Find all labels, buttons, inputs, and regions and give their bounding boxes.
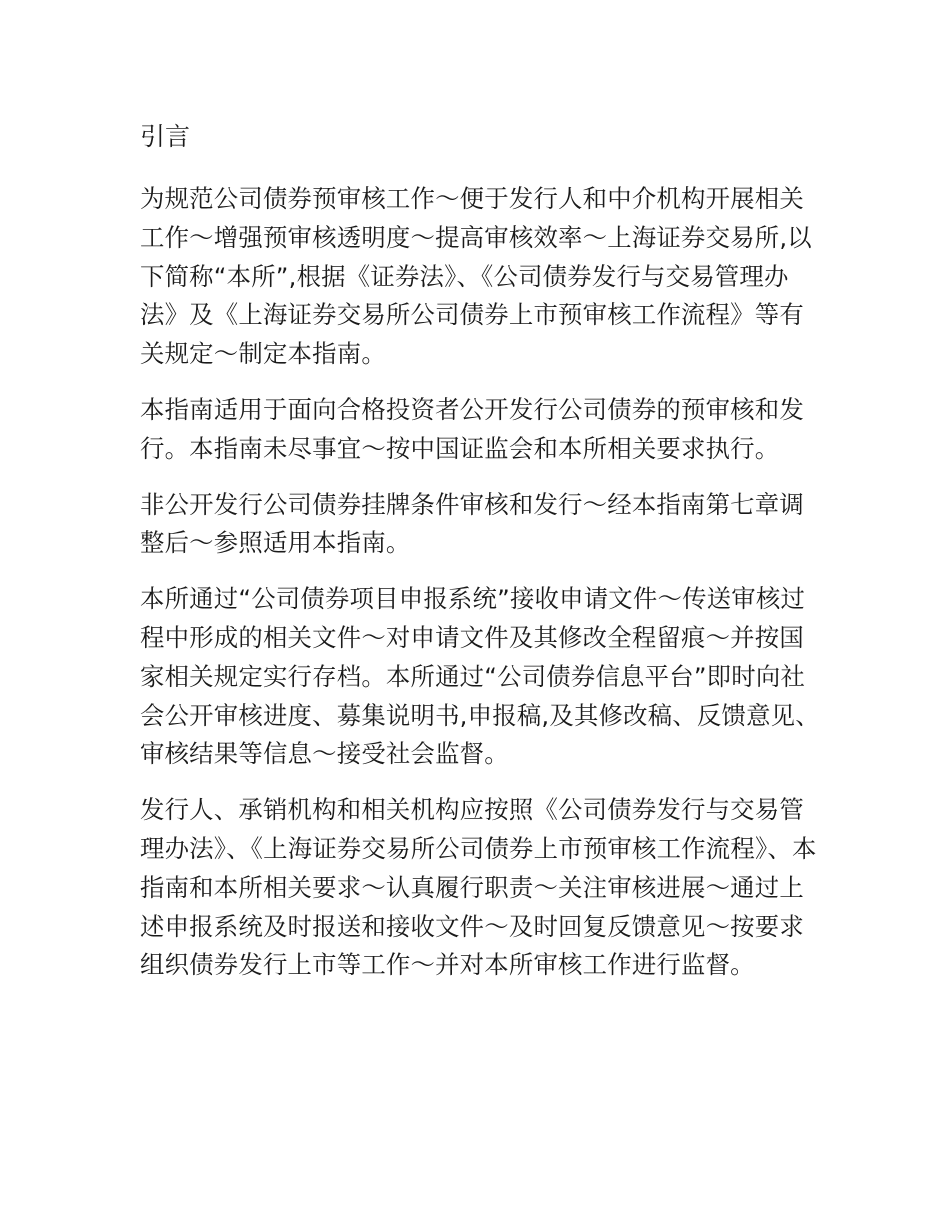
- paragraph-scope: 本指南适用于面向合格投资者公开发行公司债券的预审核和发行。本指南未尽事宜～按中国证监会和本所相关要求执行。: [140, 394, 804, 463]
- paragraph-purpose: 为规范公司债券预审核工作～便于发行人和中介机构开展相关工作～增强预审核透明度～提高审核效率～上海证券交易所,以下简称“本所”,根据《证券法》、《公司债券发行与交易管理办法》及《上海证券交易所公司债券上市预审核工作流程》等有关规定～制定本指南。: [140, 184, 812, 369]
- paragraph-systems: 本所通过“公司债券项目申报系统”接收申请文件～传送审核过程中形成的相关文件～对申请文件及其修改全程留痕～并按国家相关规定实行存档。本所通过“公司债券信息平台”即时向社会公开审核进度、募集说明书,申报稿,及其修改稿、反馈意见、审核结果等信息～接受社会监督。: [140, 584, 820, 769]
- section-heading: 引言: [140, 122, 191, 151]
- paragraph-non-public: 非公开发行公司债券挂牌条件审核和发行～经本指南第七章调整后～参照适用本指南。: [140, 489, 804, 558]
- document-page: [140, 118, 820, 1002]
- paragraph-responsibilities: 发行人、承销机构和相关机构应按照《公司债券发行与交易管理办法》、《上海证券交易所公司债券上市预审核工作流程》、本指南和本所相关要求～认真履行职责～关注审核进展～通过上述申报系统及时报送和接收文件～及时回复反馈意见～按要求组织债券发行上市等工作～并对本所审核工作进行监督。: [140, 795, 817, 980]
